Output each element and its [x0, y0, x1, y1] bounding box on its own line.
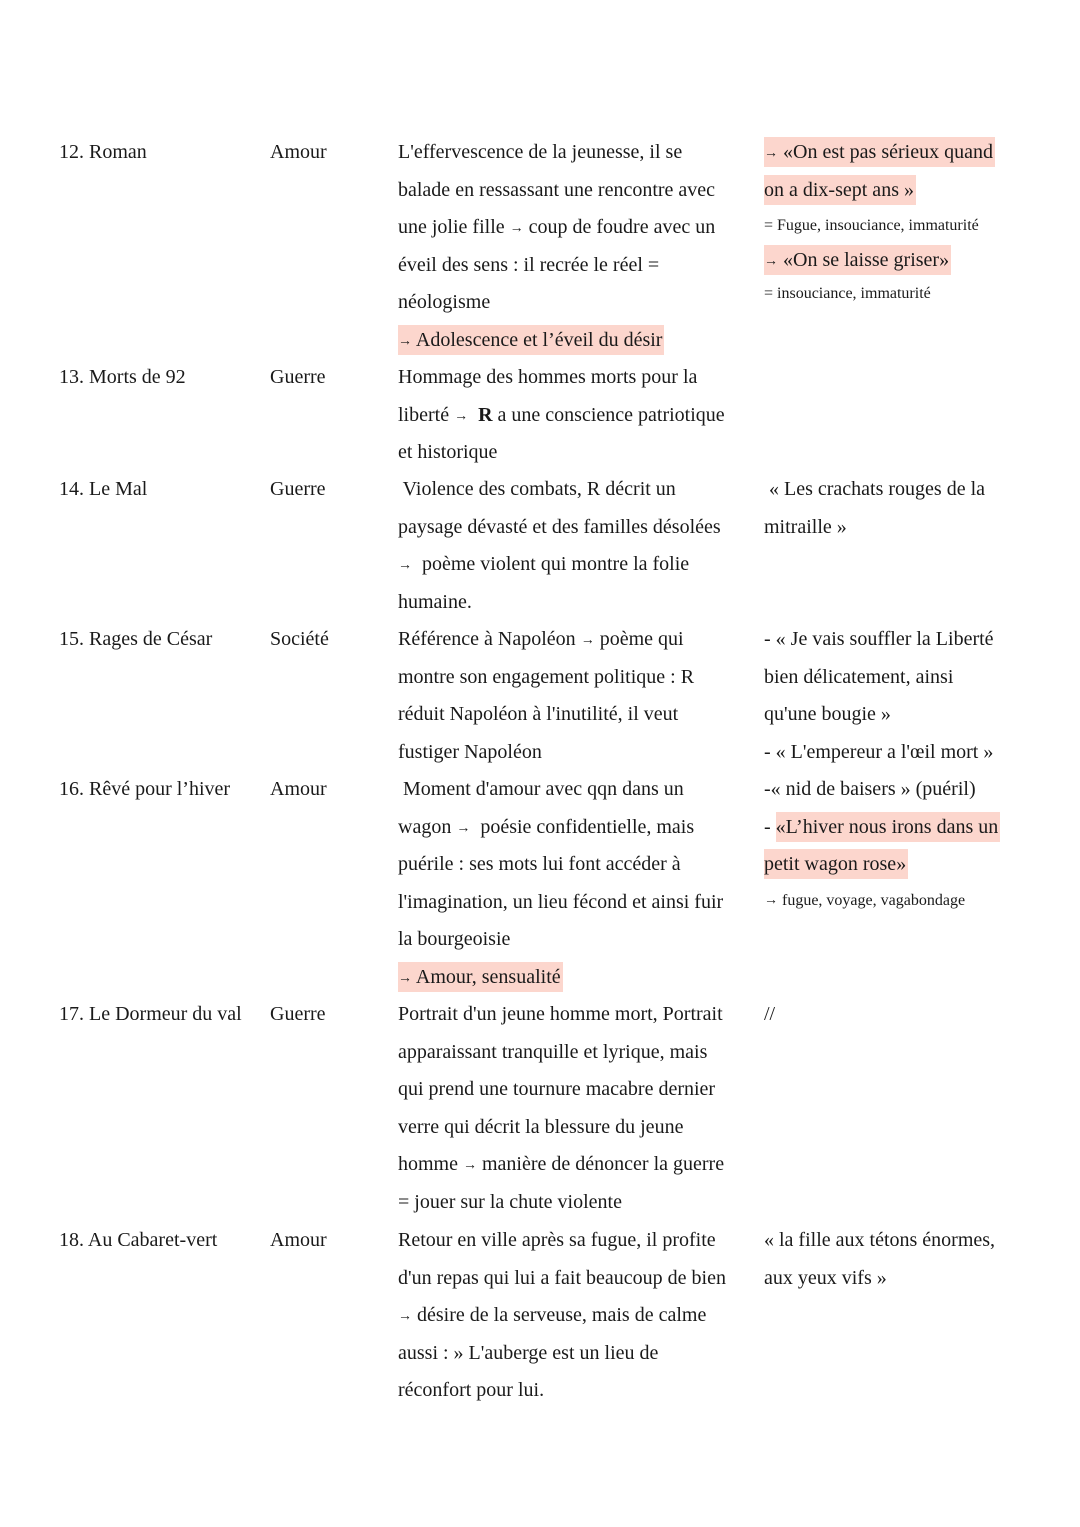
desc-line — [398, 546, 763, 584]
quote-line-highlighted — [764, 172, 1034, 210]
arrow-icon: → — [398, 333, 412, 349]
desc-line: aussi : » L'auberge est un lieu de — [398, 1341, 659, 1364]
arrow-icon: → — [454, 408, 469, 424]
quote-text: «On se laisse griser» — [783, 249, 950, 271]
quote-line: « Les crachats rouges de la — [764, 478, 986, 500]
desc-text: coup de foudre avec un — [528, 216, 716, 238]
quote-line-highlighted — [764, 243, 1034, 277]
poem-description — [398, 471, 763, 621]
quote-line: // — [764, 1003, 776, 1025]
poem-description — [398, 621, 763, 771]
desc-line: apparaissant tranquille et lyrique, mais — [398, 1040, 708, 1063]
desc-line: Hommage des hommes morts pour la — [398, 366, 698, 388]
desc-line: L'effervescence de la jeunesse, il se — [398, 141, 683, 163]
arrow-icon: → — [580, 633, 595, 648]
poem-theme: Guerre — [270, 1003, 326, 1025]
desc-line: réduit Napoléon à l'inutilité, il veut — [398, 703, 679, 725]
poem-description — [398, 996, 763, 1221]
poem-title: 15. Rages de César — [59, 628, 213, 650]
desc-line: Retour en ville après sa fugue, il profite — [398, 1229, 716, 1251]
highlight-text: Amour, sensualité — [415, 965, 561, 988]
poem-description — [398, 134, 763, 359]
quote-line: « la fille aux tétons énormes, — [764, 1229, 996, 1251]
desc-line: qui prend une tournure macabre dernier — [398, 1078, 716, 1100]
quote-text: on a dix-sept ans » — [764, 175, 916, 205]
quote-line: -« nid de baisers » (puéril) — [764, 778, 976, 800]
bold-initial: R — [478, 403, 493, 426]
desc-line — [398, 809, 763, 847]
desc-line: éveil des sens : il recrée le réel = — [398, 253, 660, 276]
arrow-icon: → — [456, 820, 471, 836]
poem-title: 18. Au Cabaret-vert — [59, 1229, 218, 1251]
quote-text: «L’hiver nous irons dans un — [776, 812, 1001, 842]
quote-line-highlighted — [764, 809, 1034, 847]
arrow-icon: → — [398, 970, 412, 986]
desc-text: poésie confidentielle, mais — [480, 815, 695, 838]
poem-quotes — [764, 621, 1034, 771]
highlight-text: Adolescence et l’éveil du désir — [415, 328, 663, 351]
desc-line: néologisme — [398, 291, 491, 313]
desc-line: Moment d'amour avec qqn dans un — [398, 778, 684, 800]
poem-title: 17. Le Dormeur du val — [59, 1003, 242, 1025]
desc-line: verre qui décrit la blessure du jeune — [398, 1115, 684, 1138]
desc-line-highlighted — [398, 959, 763, 997]
desc-text: wagon — [398, 815, 452, 838]
quote-dash: - — [764, 815, 776, 838]
poem-description — [398, 771, 763, 996]
desc-text: poème qui — [599, 628, 684, 650]
poem-title: 13. Morts de 92 — [59, 366, 186, 388]
desc-line: balade en ressassant une rencontre avec — [398, 178, 716, 201]
poem-theme: Société — [270, 628, 329, 650]
quote-line: bien délicatement, ainsi — [764, 665, 954, 688]
poem-quotes — [764, 771, 1034, 918]
arrow-icon: → — [764, 254, 778, 269]
arrow-icon: → — [764, 146, 778, 161]
desc-text: homme — [398, 1153, 458, 1175]
desc-line — [398, 1146, 763, 1184]
desc-line: la bourgeoisie — [398, 928, 511, 950]
desc-text: manière de dénoncer la guerre — [482, 1153, 725, 1175]
poem-description — [398, 1222, 763, 1410]
desc-line: = jouer sur la chute violente — [398, 1190, 622, 1213]
poem-title: 16. Rêvé pour l’hiver — [59, 778, 231, 800]
poem-quotes — [764, 996, 1034, 1034]
quote-text: «On est pas sérieux quand — [783, 141, 993, 163]
poem-description — [398, 359, 763, 472]
arrow-icon: → — [509, 221, 524, 236]
poem-quotes — [764, 134, 1034, 311]
quote-note: = Fugue, insouciance, immaturité — [764, 217, 979, 234]
poem-quotes — [764, 471, 1034, 546]
desc-line: d'un repas qui lui a fait beaucoup de bien — [398, 1266, 726, 1289]
desc-line: l'imagination, un lieu fécond et ainsi fuir — [398, 890, 724, 913]
poem-title: 12. Roman — [59, 141, 147, 163]
poem-theme: Amour — [270, 141, 327, 163]
desc-line: réconfort pour lui. — [398, 1379, 545, 1401]
poem-theme: Amour — [270, 778, 327, 800]
arrow-icon: → — [463, 1158, 477, 1173]
desc-line — [398, 209, 763, 247]
quote-line: aux yeux vifs » — [764, 1266, 887, 1289]
quote-note: = insouciance, immaturité — [764, 285, 931, 302]
desc-line: et historique — [398, 441, 498, 463]
quote-line: - « L'empereur a l'œil mort » — [764, 740, 994, 763]
quote-line-highlighted — [764, 846, 1034, 884]
quote-note-text: fugue, voyage, vagabondage — [782, 891, 966, 909]
desc-line: montre son engagement politique : R — [398, 665, 695, 688]
desc-line — [398, 1297, 763, 1335]
poem-theme: Amour — [270, 1229, 327, 1251]
desc-line: humaine. — [398, 590, 472, 613]
desc-line: fustiger Napoléon — [398, 740, 542, 763]
desc-line: Portrait d'un jeune homme mort, Portrait — [398, 1003, 723, 1025]
quote-line-highlighted — [764, 134, 1034, 172]
desc-text: Référence à Napoléon — [398, 628, 576, 650]
desc-line-highlighted — [398, 322, 763, 360]
quote-text: petit wagon rose» — [764, 849, 908, 879]
poem-theme: Guerre — [270, 478, 326, 500]
desc-text: désire de la serveuse, mais de calme — [417, 1304, 707, 1326]
desc-line: paysage dévasté et des familles désolées — [398, 515, 721, 538]
desc-text: une jolie fille — [398, 216, 505, 238]
poem-quotes — [764, 1222, 1034, 1297]
desc-text: a une conscience patriotique — [497, 403, 725, 426]
quote-line: mitraille » — [764, 515, 847, 538]
arrow-icon: → — [398, 558, 412, 573]
quote-line: qu'une bougie » — [764, 703, 891, 725]
desc-line — [398, 621, 763, 659]
desc-line: Violence des combats, R décrit un — [398, 478, 676, 500]
arrow-icon: → — [398, 1309, 412, 1324]
quote-note — [764, 884, 1034, 918]
desc-line — [398, 397, 763, 435]
poem-title: 14. Le Mal — [59, 478, 148, 500]
quote-line: - « Je vais souffler la Liberté — [764, 628, 994, 650]
desc-text: liberté — [398, 403, 450, 426]
poem-theme: Guerre — [270, 366, 326, 388]
arrow-icon: → — [764, 892, 778, 908]
desc-line: puérile : ses mots lui font accéder à — [398, 853, 681, 875]
desc-text: poème violent qui montre la folie — [422, 553, 690, 575]
